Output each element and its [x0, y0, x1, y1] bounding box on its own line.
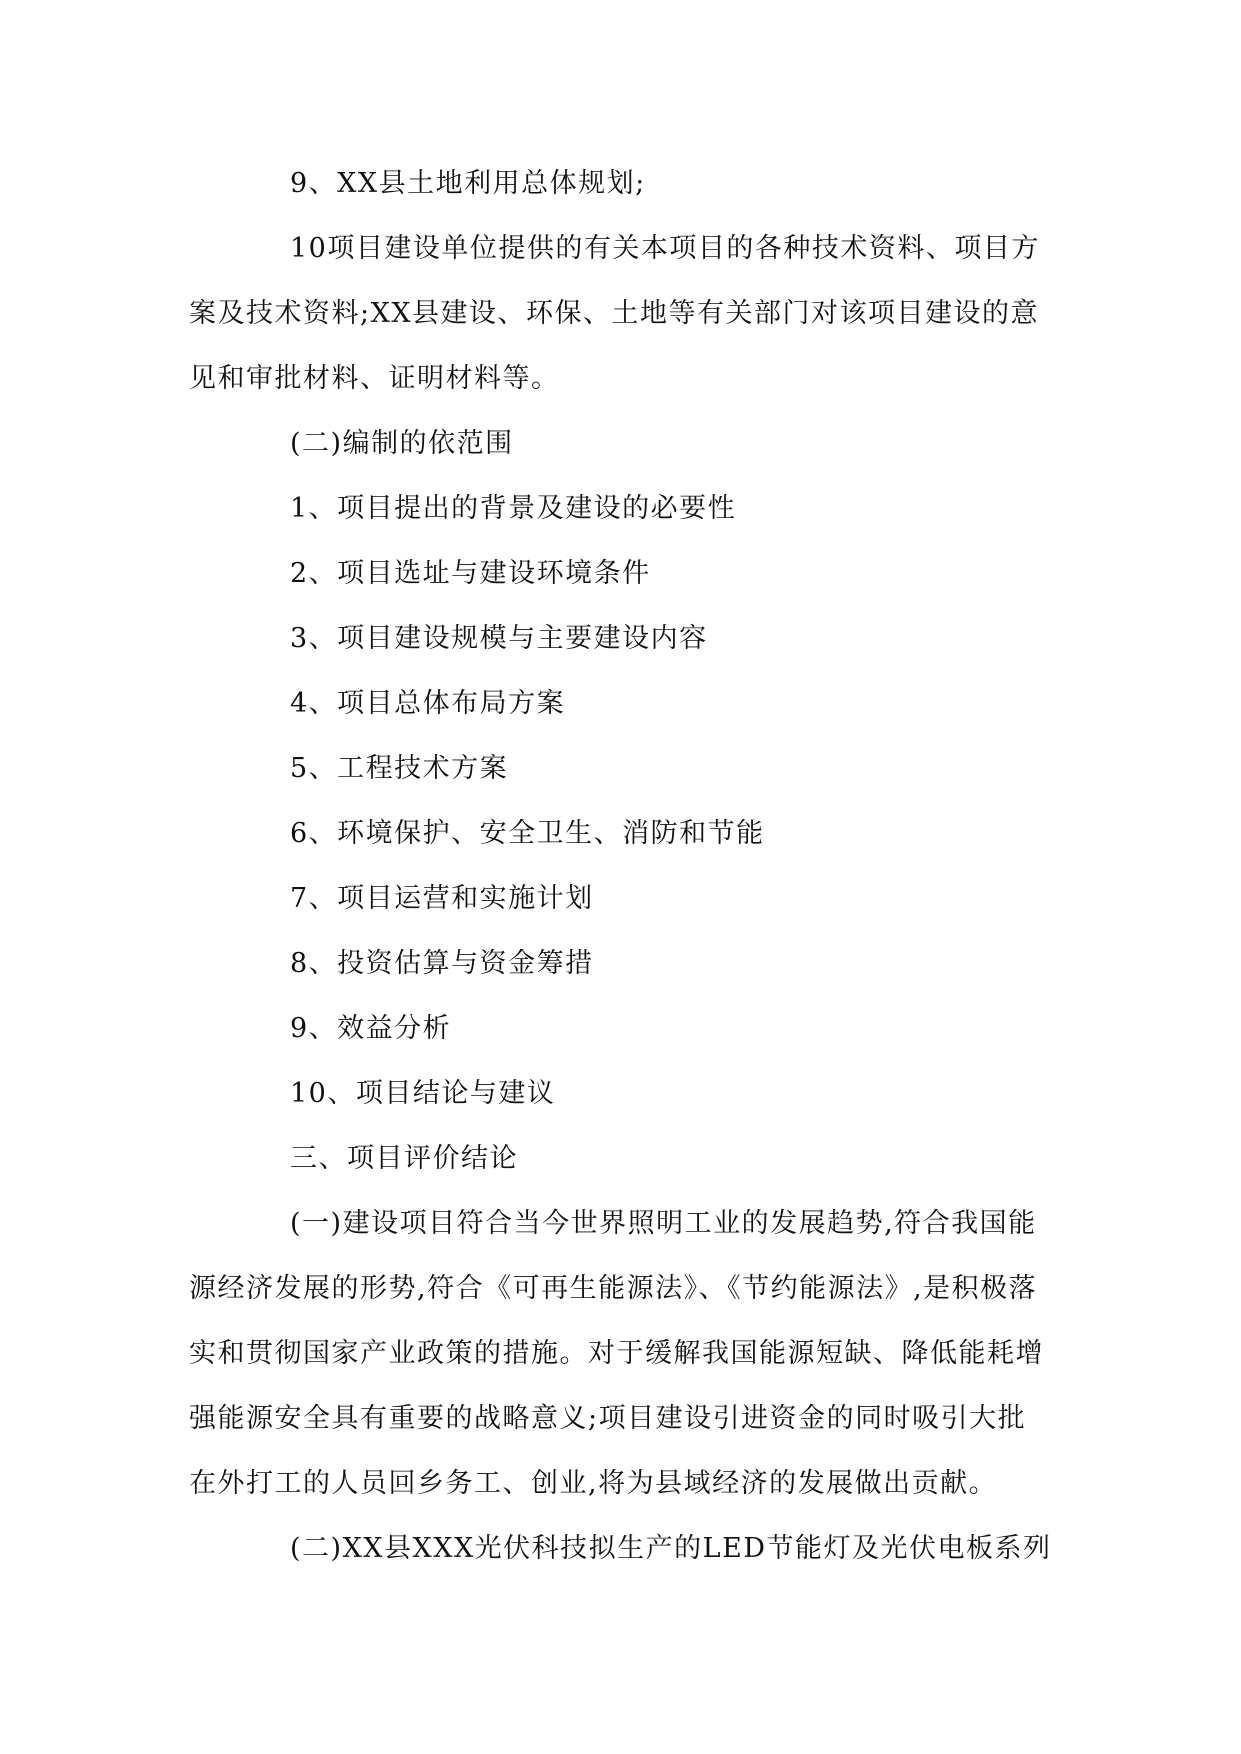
- list-item: 8、投资估算与资金筹措: [290, 948, 594, 979]
- list-item: 10、项目结论与建议: [290, 1078, 556, 1109]
- text-line: (二)XX县XXX光伏科技拟生产的LED节能灯及光伏电板系列: [290, 1533, 1052, 1564]
- list-item: 2、项目选址与建设环境条件: [290, 558, 651, 589]
- list-item: 6、环境保护、安全卫生、消防和节能: [290, 818, 765, 849]
- list-item: 7、项目运营和实施计划: [290, 883, 594, 914]
- text-line: 案及技术资料;XX县建设、环保、土地等有关部门对该项目建设的意: [189, 298, 1040, 329]
- list-item: 9、效益分析: [290, 1013, 452, 1044]
- text-line: 强能源安全具有重要的战略意义;项目建设引进资金的同时吸引大批: [189, 1403, 1027, 1434]
- list-item: 1、项目提出的背景及建设的必要性: [290, 493, 737, 524]
- text-line: (一)建设项目符合当今世界照明工业的发展趋势,符合我国能: [290, 1208, 1037, 1239]
- section-heading: (二)编制的依范围: [290, 428, 514, 459]
- text-line: 在外打工的人员回乡务工、创业,将为县域经济的发展做出贡献。: [189, 1468, 998, 1499]
- list-item: 5、工程技术方案: [290, 753, 509, 784]
- text-line: 源经济发展的形势,符合《可再生能源法》、《节约能源法》,是积极落: [189, 1273, 1038, 1304]
- section-heading: 三、项目评价结论: [290, 1143, 518, 1174]
- list-item: 3、项目建设规模与主要建设内容: [290, 623, 708, 654]
- text-line: 实和贯彻国家产业政策的措施。对于缓解我国能源短缺、降低能耗增: [189, 1338, 1044, 1369]
- text-line: 见和审批材料、证明材料等。: [189, 363, 560, 394]
- text-line: 10项目建设单位提供的有关本项目的各种技术资料、项目方: [290, 233, 1040, 264]
- list-item: 4、项目总体布局方案: [290, 688, 566, 719]
- text-line: 9、XX县土地利用总体规划;: [290, 168, 646, 199]
